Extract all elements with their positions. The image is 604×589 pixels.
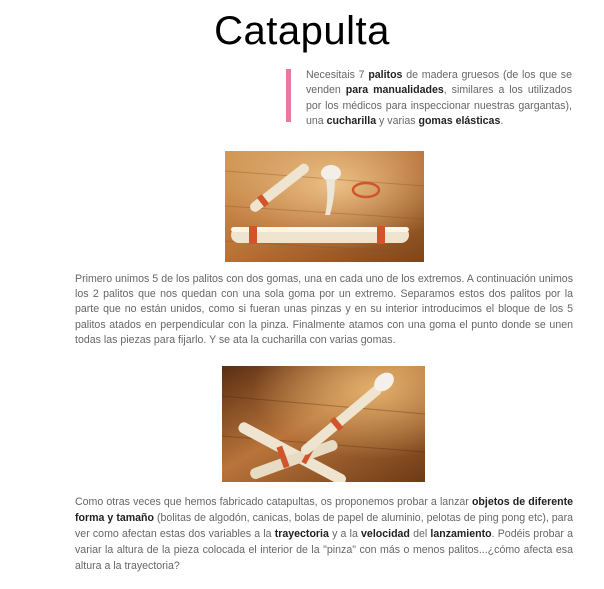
- page-title: Catapulta: [214, 9, 390, 53]
- catapult-photo: [222, 366, 425, 482]
- instructions-paragraph: Primero unimos 5 de los palitos con dos gomas, una en cada uno de los extremos. A continuación unimos los 2 palitos que nos quedan con una sola goma por un extremo. Separamos estos dos palitos por la parte que no están unidos, como si fueran unas pinzas y en su interior introducimos el bloque de los 5 palitos atados en perpendicular con la pinza. Finalmente atamos con una goma el punto donde se unen todas las piezas para fijarlo. Y se ata la cucharilla con varias gomas.: [75, 273, 573, 346]
- accent-bar: [286, 69, 291, 122]
- intro-text: Necesitais 7 palitos de madera gruesos (de los que se venden para manualidades, similares a los utilizados por los médicos para inspeccionar nuestras gargantas), una cucharilla y varias gomas elásticas.: [306, 69, 572, 128]
- materials-photo: [225, 151, 424, 262]
- suggestions-paragraph: Como otras veces que hemos fabricado catapultas, os proponemos probar a lanzar objetos de diferente forma y tamaño (bolitas de algodón, canicas, bolas de papel de aluminio, pelotas de ping pong etc), para ver como afectan estas dos variables a la trayectoria y a la velocidad del lanzamiento. Podéis probar a variar la altura de la pieza colocada el interior de la "pinza" con más o menos palitos...¿cómo afecta esa altura a la trayectoria?: [75, 496, 573, 572]
